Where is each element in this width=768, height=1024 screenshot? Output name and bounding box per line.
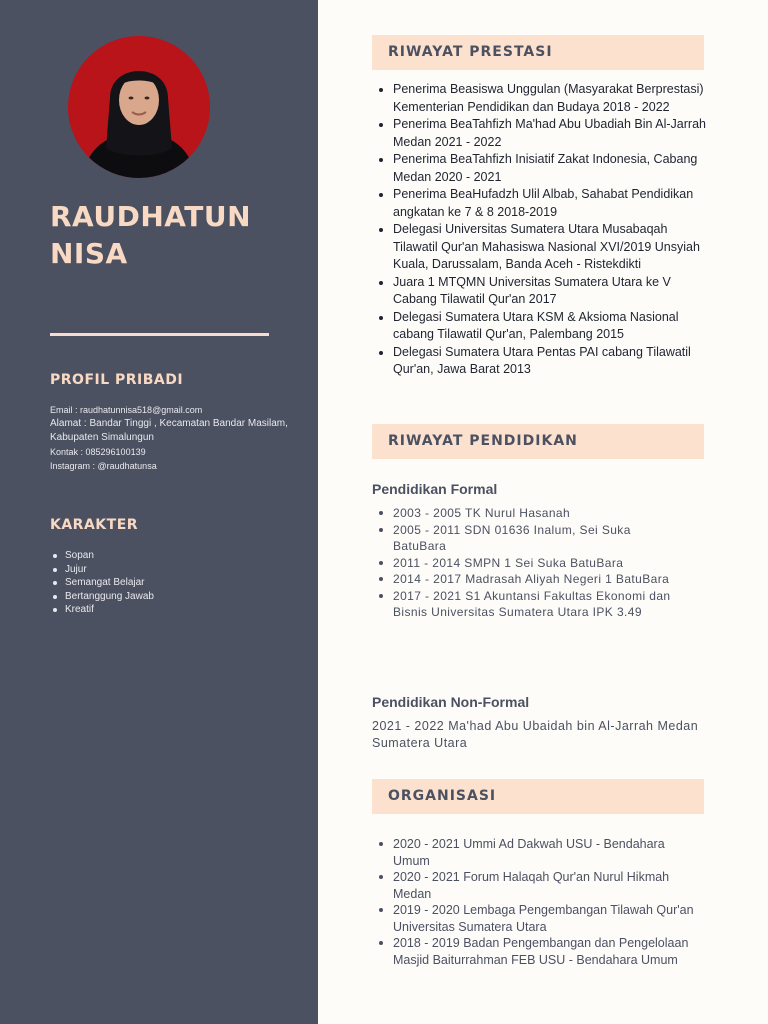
organization-item: 2020 - 2021 Ummi Ad Dakwah USU - Bendahara Umum: [374, 836, 694, 869]
organization-list: [374, 836, 694, 968]
education-item: 2011 - 2014 SMPN 1 Sei Suka BatuBara: [374, 555, 674, 572]
nonformal-education-heading: Pendidikan Non-Formal: [372, 694, 530, 710]
name-line-1: RAUDHATUN: [50, 200, 252, 233]
name-divider: [50, 333, 269, 336]
character-item: Bertanggung Jawab: [50, 590, 154, 604]
profile-photo: [68, 36, 210, 178]
achievement-item: Penerima Beasiswa Unggulan (Masyarakat Berprestasi) Kementerian Pendidikan dan Budaya 2018 - 2022: [374, 81, 714, 116]
achievements-heading: RIWAYAT PRESTASI: [372, 35, 704, 70]
profile-email: Email : raudhatunnisa518@gmail.com: [50, 405, 203, 415]
character-item: Sopan: [50, 549, 154, 563]
education-item: 2003 - 2005 TK Nurul Hasanah: [374, 505, 674, 522]
achievement-item: Penerima BeaTahfizh Ma'had Abu Ubadiah Bin Al-Jarrah Medan 2021 - 2022: [374, 116, 714, 151]
character-heading: KARAKTER: [50, 517, 139, 533]
person-name: [50, 198, 300, 272]
main-content: [318, 0, 768, 1024]
organization-item: 2018 - 2019 Badan Pengembangan dan Pengelolaan Masjid Baiturrahman FEB USU - Bendahara Umum: [374, 935, 694, 968]
achievement-item: Delegasi Universitas Sumatera Utara Musabaqah Tilawatil Qur'an Mahasiswa Nasional XVI/2019 Unsyiah Kuala, Darussalam, Banda Aceh - Ristekdikti: [374, 221, 714, 274]
profile-contact: Kontak : 085296100139: [50, 447, 146, 457]
achievement-item: Delegasi Sumatera Utara KSM & Aksioma Nasional cabang Tilawatil Qur'an, Palembang 2015: [374, 309, 714, 344]
education-heading: RIWAYAT PENDIDIKAN: [372, 424, 704, 459]
education-item: 2005 - 2011 SDN 01636 Inalum, Sei Suka BatuBara: [374, 522, 674, 555]
name-line-2: NISA: [50, 237, 128, 270]
achievement-item: Juara 1 MTQMN Universitas Sumatera Utara ke V Cabang Tilawatil Qur'an 2017: [374, 274, 714, 309]
profile-address: Alamat : Bandar Tinggi , Kecamatan Bandar Masilam, Kabupaten Simalungun: [50, 418, 288, 443]
achievement-item: Delegasi Sumatera Utara Pentas PAI cabang Tilawatil Qur'an, Jawa Barat 2013: [374, 344, 714, 379]
profile-instagram: Instagram : @raudhatunsa: [50, 461, 157, 471]
achievement-item: Penerima BeaTahfizh Inisiatif Zakat Indonesia, Cabang Medan 2020 - 2021: [374, 151, 714, 186]
organization-item: 2020 - 2021 Forum Halaqah Qur'an Nurul Hikmah Medan: [374, 869, 694, 902]
profile-heading: PROFIL PRIBADI: [50, 372, 184, 388]
profile-details: [50, 403, 300, 473]
achievement-item: Penerima BeaHufadzh Ulil Albab, Sahabat Pendidikan angkatan ke 7 & 8 2018-2019: [374, 186, 714, 221]
sidebar: [0, 0, 318, 1024]
character-list: [50, 549, 154, 617]
education-item: 2014 - 2017 Madrasah Aliyah Negeri 1 BatuBara: [374, 571, 674, 588]
nonformal-education-text: 2021 - 2022 Ma'had Abu Ubaidah bin Al-Jarrah Medan Sumatera Utara: [372, 719, 699, 750]
formal-education-heading: Pendidikan Formal: [372, 481, 498, 497]
character-item: Semangat Belajar: [50, 576, 154, 590]
organization-item: 2019 - 2020 Lembaga Pengembangan Tilawah Qur'an Universitas Sumatera Utara: [374, 902, 694, 935]
formal-education-list: [374, 505, 674, 621]
achievements-list: [374, 81, 714, 379]
education-item: 2017 - 2021 S1 Akuntansi Fakultas Ekonomi dan Bisnis Universitas Sumatera Utara IPK 3.49: [374, 588, 674, 621]
character-item: Kreatif: [50, 603, 154, 617]
character-item: Jujur: [50, 563, 154, 577]
organization-heading: ORGANISASI: [372, 779, 704, 814]
